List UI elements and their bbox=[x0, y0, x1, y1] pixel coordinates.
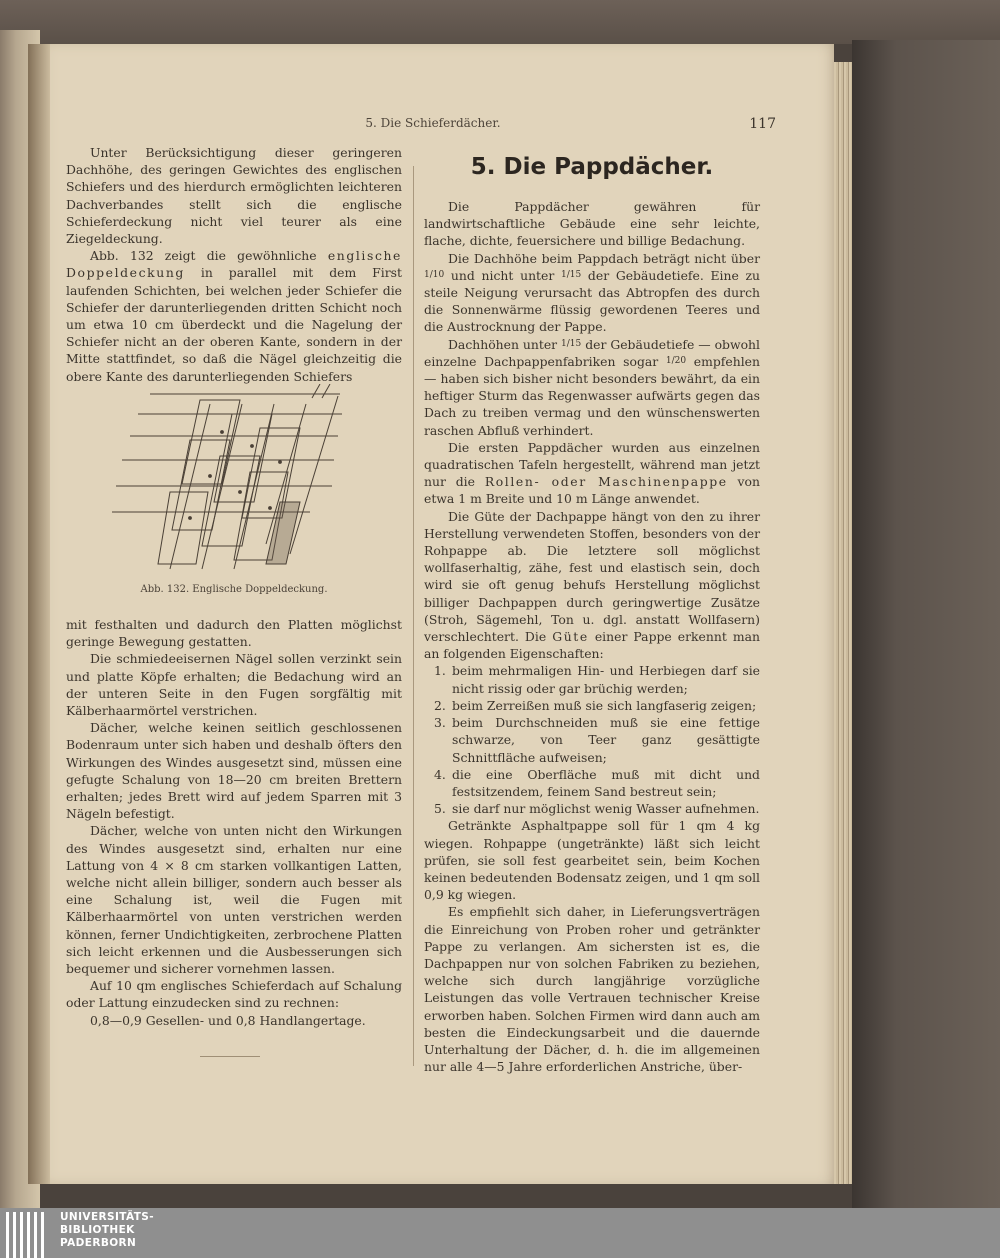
page-binding-shadow bbox=[28, 44, 50, 1184]
list-text: die eine Oberfläche muß mit dicht und festsitzendem, feinem Sand bestreut sein; bbox=[452, 766, 760, 799]
text-run: Dachhöhen unter bbox=[448, 336, 562, 352]
paragraph: Unter Berücksichtigung dieser geringeren Dachhöhe, des geringen Gewichtes des englischen Schiefers und des hierdurch ermöglichten leichteren Dachverbandes stellt sich die englische Schieferdeckung nicht viel teurer als eine Ziegeldeckung. bbox=[66, 145, 402, 247]
list-text: beim Zerreißen muß sie sich langfaserig zeigen; bbox=[452, 697, 757, 713]
figure-caption: Abb. 132. Englische Doppeldeckung. bbox=[140, 584, 328, 595]
paragraph: Dächer, welche keinen seitlich geschlossenen Bodenraum unter sich haben und deshalb öfters den Wirkungen des Windes ausgesetzt sind, müssen eine gefugte Schalung von 18—20 cm breiten Brettern erhalten; jedes Brett wird auf jedem Sparren mit 3 Nägeln befestigt. bbox=[66, 720, 402, 822]
emphasis-text: Güte bbox=[552, 629, 589, 645]
book-cover-top bbox=[0, 0, 1000, 44]
emphasis-text: Rollen- oder Maschinenpappe bbox=[484, 474, 728, 490]
logo-line: UNIVERSITÄTS- bbox=[60, 1211, 155, 1223]
list-item bbox=[424, 697, 760, 714]
text-run: einer Pappe erkennt man an folgenden Eigenschaften: bbox=[424, 629, 760, 662]
paragraph bbox=[424, 336, 760, 439]
list-text: sie darf nur möglichst wenig Wasser aufnehmen. bbox=[452, 801, 760, 817]
logo-line: PADERBORN bbox=[60, 1237, 137, 1249]
library-logo-icon bbox=[0, 1208, 48, 1258]
column-divider bbox=[413, 166, 414, 1066]
end-rule bbox=[200, 1056, 260, 1057]
emphasis-text: englische Doppeldeckung bbox=[66, 248, 402, 281]
list-item bbox=[424, 800, 760, 817]
fraction: 1/15 bbox=[561, 269, 582, 280]
paragraph: Die Pappdächer gewähren für landwirtschaftliche Gebäude eine sehr leichte, flache, dichte, feuersichere und billige Bedachung. bbox=[424, 199, 760, 249]
paragraph: Dächer, welche von unten nicht den Wirkungen des Windes ausgesetzt sind, erhalten nur eine Lattung von 4 × 8 cm starken vollkantigen Latten, welche nicht allein billiger, sondern auch besser als eine Schalung ist, weil die Fugen mit Kälberhaarmörtel von unten verstrichen werden können, ferner Undichtigkeiten, zerbrochene Platten sich leicht erkennen und die Ausbesserungen sich bequemer und sicherer vornehmen lassen. bbox=[66, 823, 402, 977]
text-run: und nicht unter bbox=[444, 267, 561, 283]
text-run: Die Güte der Dachpappe hängt von den zu ihrer Herstellung verwendeten Stoffen, besonders von der Rohpappe ab. Die letztere soll möglichst wollfaserhaltig, zähe, fest und elastisch sein, doch wird sie oft genug behufs Herstellung möglichst billiger Dachpappen durch geringwertige Zusätze (Stroh, Sägemehl, Ton u. dgl. anstatt Wollfasern) verschlechtert. Die bbox=[424, 508, 760, 645]
running-head: 5. Die Schieferdächer. bbox=[365, 116, 501, 130]
book-page bbox=[28, 44, 834, 1184]
fraction: 1/20 bbox=[665, 355, 687, 366]
list-number: 1. bbox=[434, 663, 446, 679]
right-column bbox=[424, 198, 760, 1075]
fraction: 1/10 bbox=[424, 269, 445, 280]
text-run: der Gebäudetiefe. Eine zu steile Neigung verursacht das Abtropfen des durch die Sonnenwärme flüssig gewordenen Teeres und die Austrocknung der Pappe. bbox=[424, 267, 761, 335]
list-text: beim Durchschneiden muß sie eine fettige schwarze, von Teer ganz gesättigte Schnittfläche aufweisen; bbox=[452, 715, 760, 765]
text-run: empfehlen — haben sich bisher nicht besonders bewährt, da ein heftiger Sturm das Regenwasser aufwärts gegen das Dach zu treiben vermag und den wünschenswerten raschen Abfluß verhindert. bbox=[424, 353, 760, 438]
fraction: 1/15 bbox=[561, 338, 582, 349]
text-run: in parallel mit dem First laufenden Schichten, bei welchen jeder Schiefer die Schiefer der darunterliegenden dritten Schicht noch um etwa 10 cm überdeckt und die Nagelung der Schiefer nicht an der oberen Kante, sondern in der Mitte stattfindet, so daß die Nägel gleichzeitig die obere Kante des darunterliegenden Schiefers bbox=[66, 265, 402, 384]
list-number: 4. bbox=[434, 766, 446, 782]
paragraph: 0,8—0,9 Gesellen- und 0,8 Handlangertage. bbox=[90, 1012, 366, 1028]
text-run: Die Dachhöhe beim Pappdach beträgt nicht über bbox=[448, 250, 760, 266]
text-run: Abb. 132 zeigt die gewöhnliche bbox=[90, 248, 328, 264]
section-title: 5. Die Pappdächer. bbox=[470, 154, 714, 180]
paragraph: Getränkte Asphaltpappe soll für 1 qm 4 kg wiegen. Rohpappe (ungetränkte) läßt sich leicht prüfen, sie soll fest gearbeitet sein, beim Kochen keinen bedeutenden Bodensatz zeigen, und 1 qm soll 0,9 kg wiegen. bbox=[424, 818, 760, 903]
paragraph bbox=[424, 508, 760, 663]
paragraph bbox=[424, 250, 760, 336]
text-run: Die ersten Pappdächer wurden aus einzelnen quadratischen Tafeln hergestellt, während man jetzt nur die bbox=[424, 439, 760, 490]
list-number: 2. bbox=[434, 697, 446, 713]
list-item bbox=[424, 662, 760, 696]
page-number: 117 bbox=[749, 116, 776, 132]
paragraph: Auf 10 qm englisches Schieferdach auf Schalung oder Lattung einzudecken sind zu rechnen: bbox=[66, 978, 402, 1011]
paragraph bbox=[424, 439, 760, 508]
left-column-bottom bbox=[66, 616, 402, 1029]
list-number: 3. bbox=[434, 715, 446, 731]
paragraph: mit festhalten und dadurch den Platten möglichst geringe Bewegung gestatten. bbox=[66, 617, 402, 650]
library-footer bbox=[0, 1208, 1000, 1258]
paragraph: Es empfiehlt sich daher, in Lieferungsverträgen die Einreichung von Proben roher und getränkter Pappe zu verlangen. Am sichersten ist es, die Dachpappen nur von solchen Fabriken zu beziehen, welche sich durch langjährige vorzügliche Leistungen das volle Vertrauen technischer Kreise erworben haben. Solchen Firmen wird dann auch am besten die Eindeckungsarbeit und die dauernde Unterhaltung der Dächer, d. h. die im allgemeinen nur alle 4—5 Jahre erforderlichen Anstriche, über- bbox=[424, 904, 760, 1075]
property-list bbox=[424, 662, 760, 817]
text-run: von etwa 1 m Breite und 10 m Länge anwendet. bbox=[424, 474, 760, 507]
left-column-top bbox=[66, 144, 402, 385]
paragraph bbox=[66, 247, 402, 385]
text-run: der Gebäudetiefe — obwohl einzelne Dachpappenfabriken sogar bbox=[424, 336, 760, 369]
logo-line: BIBLIOTHEK bbox=[60, 1224, 135, 1236]
list-number: 5. bbox=[434, 801, 446, 817]
library-logo-text bbox=[60, 1211, 154, 1250]
list-item bbox=[424, 766, 760, 800]
list-text: beim mehrmaligen Hin- und Herbiegen darf sie nicht rissig oder gar brüchig werden; bbox=[452, 663, 760, 696]
list-item bbox=[424, 714, 760, 766]
paragraph: Die schmiedeeisernen Nägel sollen verzinkt sein und platte Köpfe erhalten; die Bedachung wird an der unteren Seite in den Fugen sorgfältig mit Kälberhaarmörtel verstrichen. bbox=[66, 651, 402, 719]
book-cover-right bbox=[852, 40, 1000, 1208]
roof-slate-figure bbox=[110, 384, 360, 584]
